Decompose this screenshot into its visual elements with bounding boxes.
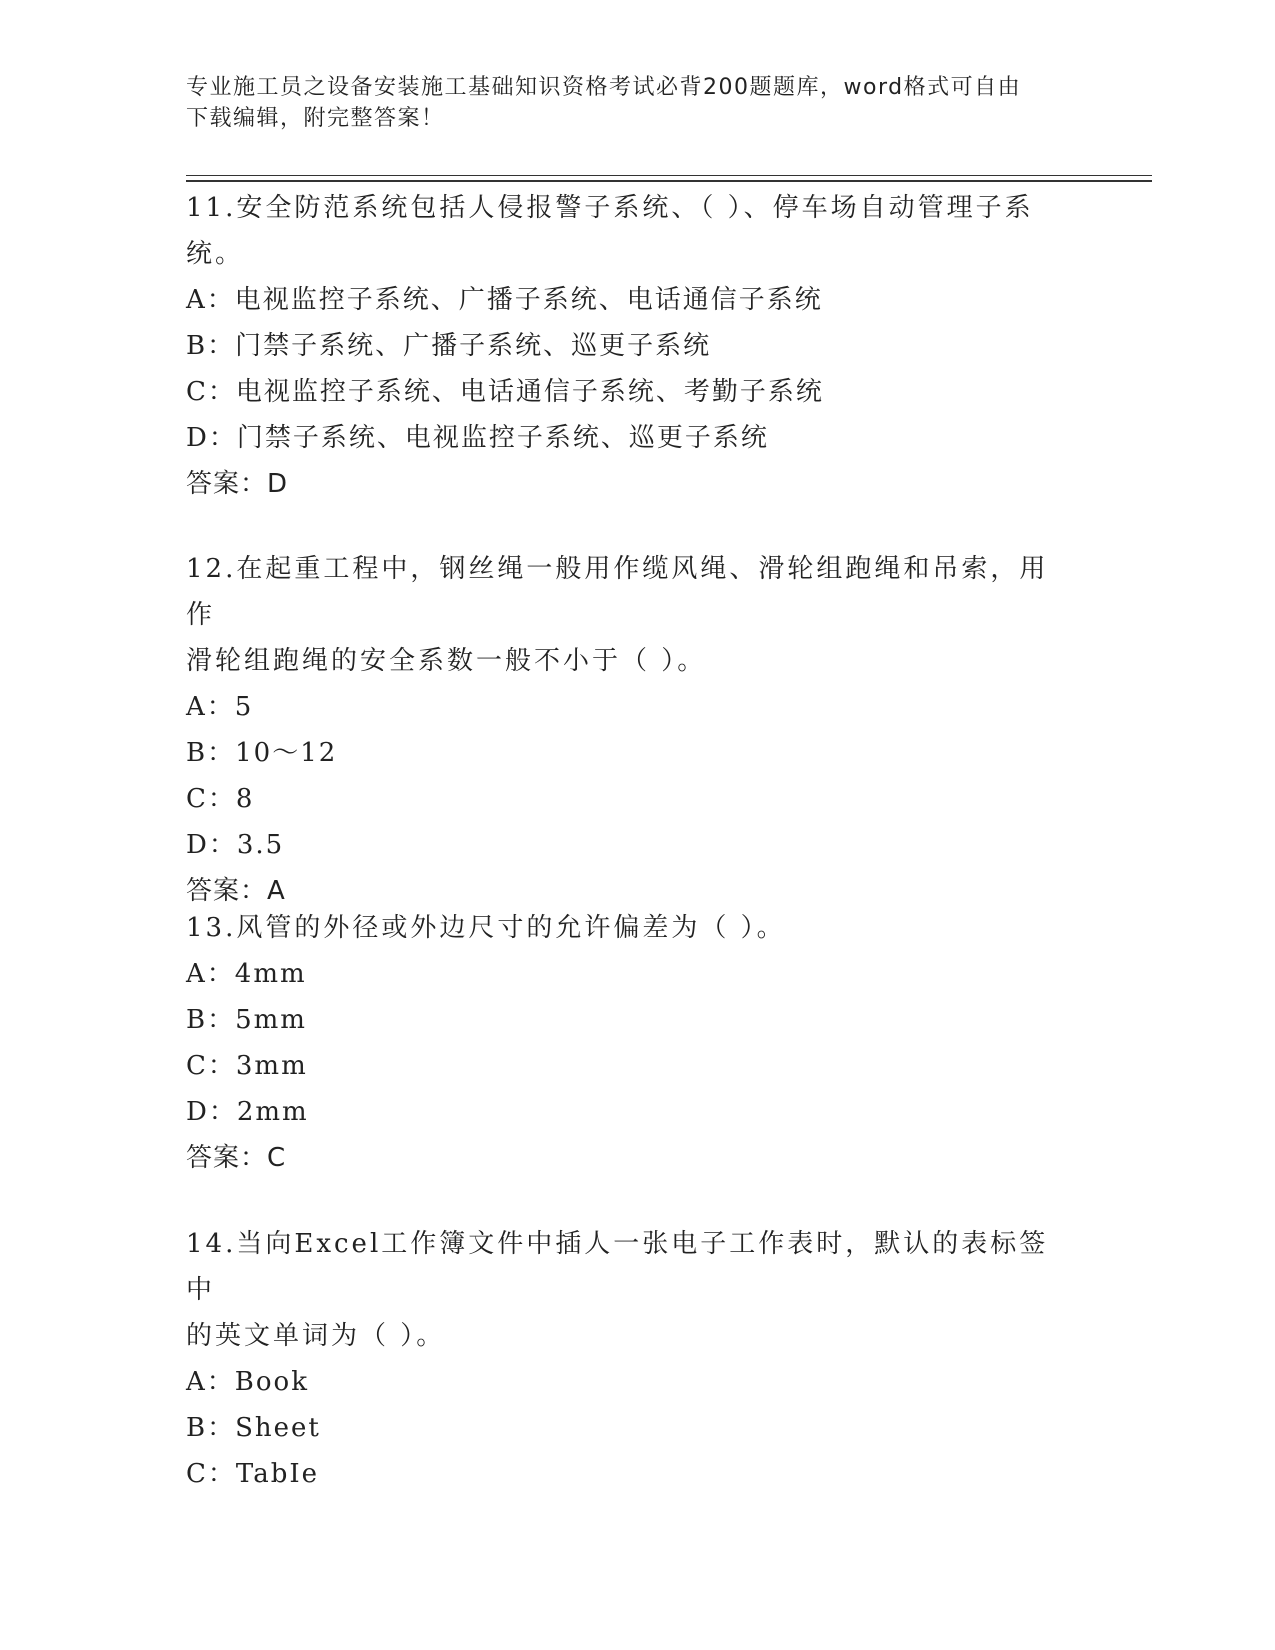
question-stem-line: 12.在起重工程中，钢丝绳一般用作缆风绳、滑轮组跑绳和吊索，用作 <box>186 554 1049 630</box>
header-divider-thin <box>186 175 1152 176</box>
answer: 答案：C <box>186 1143 287 1173</box>
question-12 <box>186 546 1066 914</box>
header-divider-thick <box>186 180 1152 182</box>
option-c: C：3mm <box>186 1051 308 1081</box>
option-c: C：8 <box>186 784 255 814</box>
option-b: B：Sheet <box>186 1413 321 1443</box>
question-stem-line: 的英文单词为（ ）。 <box>186 1321 446 1351</box>
question-stem-line: 11.安全防范系统包括人侵报警子系统、（ ）、停车场自动管理子系 <box>186 193 1034 223</box>
option-c: C：TabIe <box>186 1459 320 1489</box>
answer: 答案：D <box>186 469 289 499</box>
option-d: D：3.5 <box>186 830 285 860</box>
document-header <box>186 72 1066 134</box>
option-a: A：电视监控子系统、广播子系统、电话通信子系统 <box>186 285 823 315</box>
question-13 <box>186 905 1066 1181</box>
question-stem-line: 滑轮组跑绳的安全系数一般不小于（ ）。 <box>186 646 707 676</box>
option-b: B：10～12 <box>186 738 338 768</box>
option-b: B：5mm <box>186 1005 307 1035</box>
option-a: A：4mm <box>186 959 307 989</box>
header-line-1: 专业施工员之设备安装施工基础知识资格考试必背200题题库，word格式可自由 <box>186 75 1022 100</box>
header-line-2: 下载编辑，附完整答案！ <box>186 106 445 131</box>
option-b: B：门禁子系统、广播子系统、巡更子系统 <box>186 331 712 361</box>
option-d: D：门禁子系统、电视监控子系统、巡更子系统 <box>186 423 769 453</box>
question-stem-line: 13.风管的外径或外边尺寸的允许偏差为（ ）。 <box>186 913 786 943</box>
question-stem-line: 统。 <box>186 239 245 269</box>
option-a: A：Book <box>186 1367 309 1397</box>
option-d: D：2mm <box>186 1097 309 1127</box>
answer: 答案：A <box>186 876 286 906</box>
question-14 <box>186 1221 1066 1497</box>
option-a: A：5 <box>186 692 254 722</box>
option-c: C：电视监控子系统、电话通信子系统、考勤子系统 <box>186 377 824 407</box>
question-11 <box>186 185 1066 507</box>
question-stem-line: 14.当向Excel工作簿文件中插人一张电子工作表时，默认的表标签中 <box>186 1229 1049 1305</box>
